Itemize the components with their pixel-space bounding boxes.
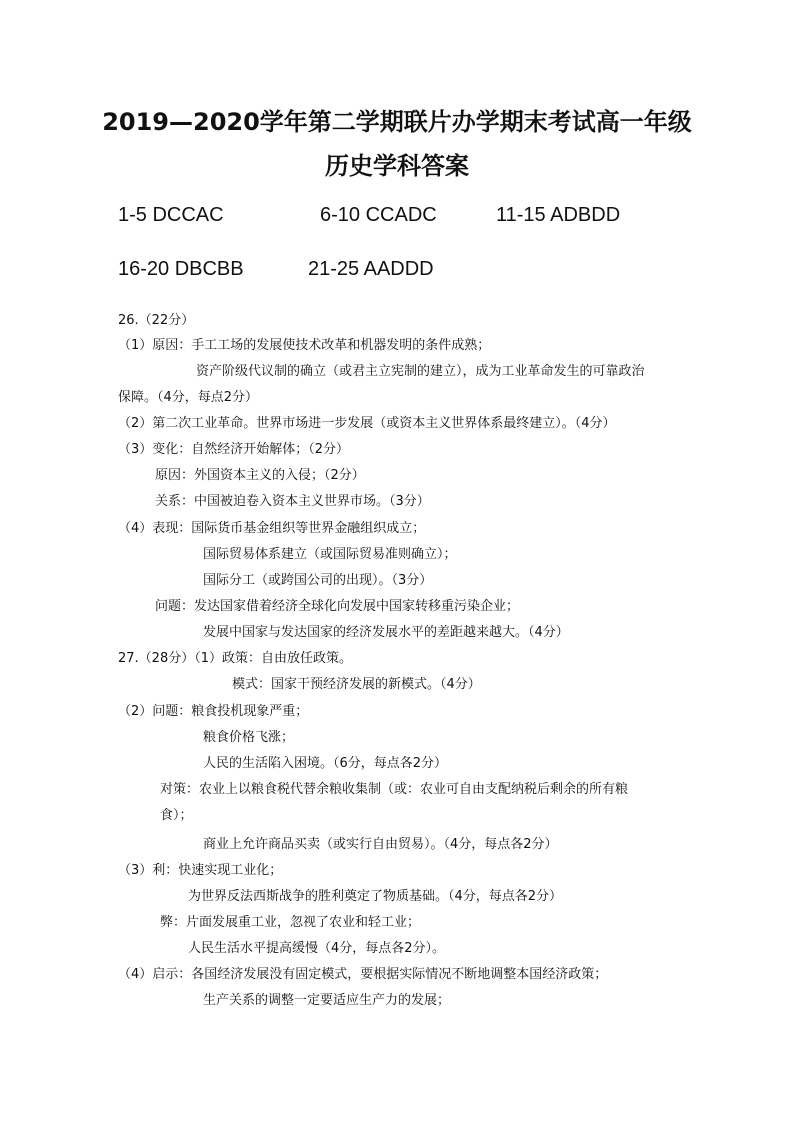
answer-line: 关系：中国被迫卷入资本主义世界市场。（3分） [155,494,430,509]
answer-group-16-20: 16-20 DBCBB [118,258,244,280]
document-subtitle: 历史学科答案 [325,152,469,180]
answer-line: （3）利：快速实现工业化； [118,863,283,878]
answer-group-11-15: 11-15 ADBDD [496,204,621,226]
answer-group-1-5: 1-5 DCCAC [118,204,224,226]
answer-line: 问题：发达国家借着经济全球化向发展中国家转移重污染企业； [155,599,520,614]
answer-line: 27.（28分）（1）政策：自由放任政策。 [118,651,352,666]
answer-line: 弊：片面发展重工业，忽视了农业和轻工业； [160,915,421,930]
answer-line: 模式：国家干预经济发展的新模式。（4分） [232,677,481,692]
answer-line: 对策：农业上以粮食税代替余粮收集制（或：农业可自由支配纳税后剩余的所有粮 [160,782,629,797]
answer-line: 粮食价格飞涨； [203,730,295,745]
answer-line: （3）变化：自然经济开始解体；（2分） [118,442,350,457]
answer-line: 人民生活水平提高缓慢（4分，每点各2分）。 [188,941,446,956]
answer-line: （4）启示：各国经济发展没有固定模式，要根据实际情况不断地调整本国经济政策； [118,967,608,982]
answer-line: 生产关系的调整一定要适应生产力的发展； [203,993,451,1008]
answer-line: （1）原因：手工工场的发展使技术改革和机器发明的条件成熟； [118,338,491,353]
answer-line: 国际分工（或跨国公司的出现）。（3分） [203,573,433,588]
answer-line: 保障。（4分，每点2分） [118,390,259,405]
answer-line: 26.（22分） [118,313,195,328]
document-title: 2019—2020学年第二学期联片办学期末考试高一年级 [102,108,692,136]
answer-line: 商业上允许商品买卖（或实行自由贸易）。（4分，每点各2分） [203,837,558,852]
answer-line: 发展中国家与发达国家的经济发展水平的差距越来越大。（4分） [203,625,569,640]
answer-line: 原因：外国资本主义的入侵；（2分） [155,468,365,483]
answer-group-21-25: 21-25 AADDD [308,258,434,280]
answer-line: 食）； [160,808,193,823]
answer-line: （2）第二次工业革命。世界市场进一步发展（或资本主义世界体系最终建立）。（4分） [118,416,616,431]
answer-group-6-10: 6-10 CCADC [320,204,437,226]
answer-line: （2）问题：粮食投机现象严重； [118,704,309,719]
answer-line: （4）表现：国际货币基金组织等世界金融组织成立； [118,521,426,536]
answer-line: 为世界反法西斯战争的胜利奠定了物质基础。（4分，每点各2分） [188,889,563,904]
answer-line: 资产阶级代议制的确立（或君主立宪制的建立），成为工业革命发生的可靠政治 [196,364,645,379]
answer-line: 人民的生活陷入困境。（6分，每点各2分） [203,756,448,771]
answer-line: 国际贸易体系建立（或国际贸易准则确立）； [203,547,457,562]
